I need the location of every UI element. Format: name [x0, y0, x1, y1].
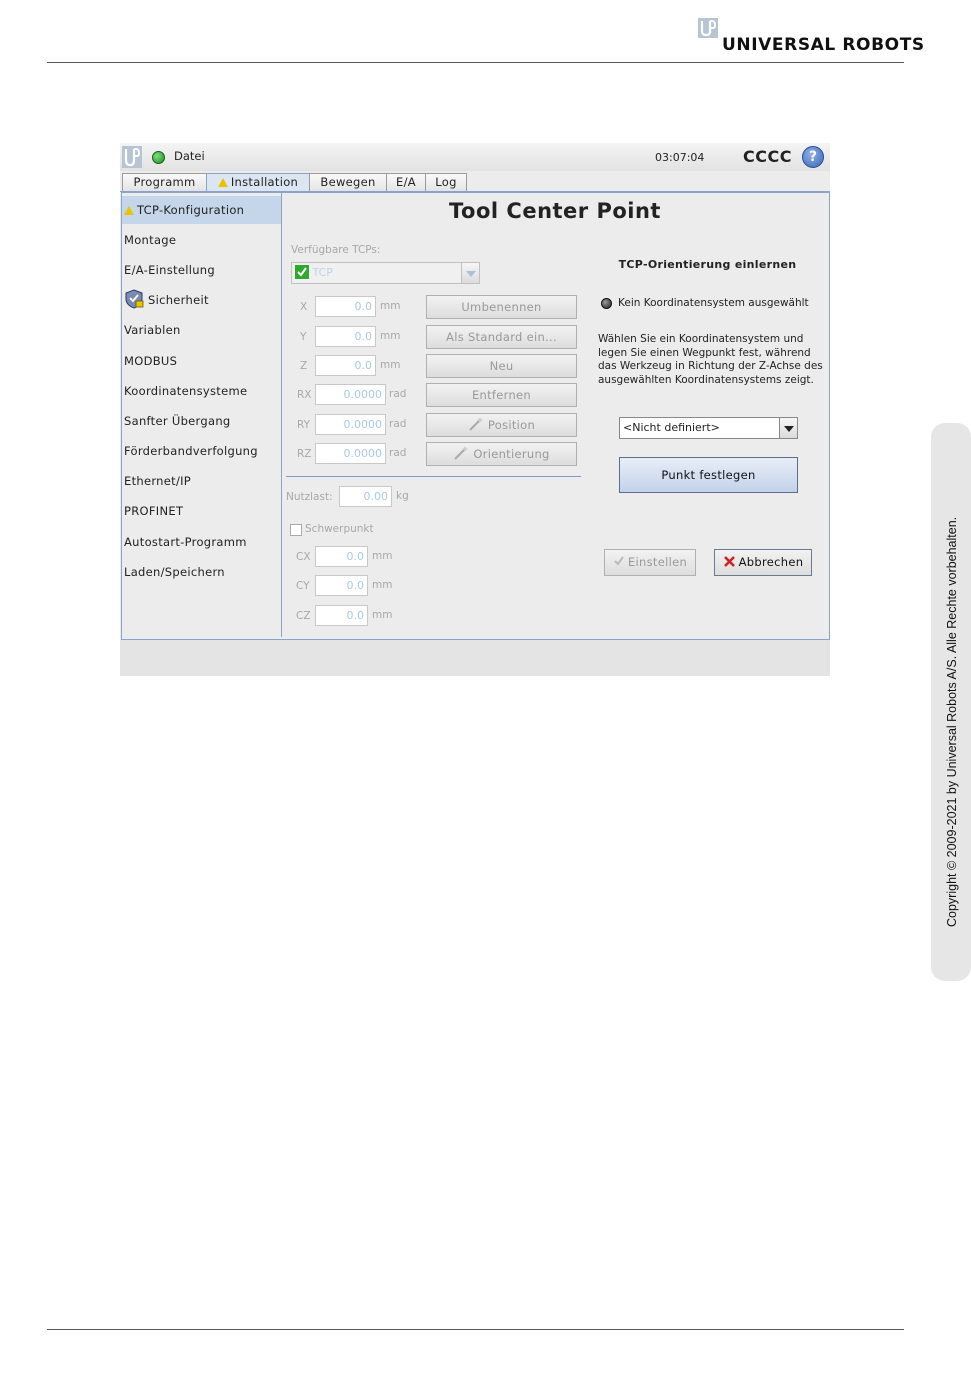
sidebar-item-label: Sanfter Übergang [124, 414, 231, 428]
orientation-wizard-button[interactable] [426, 442, 577, 466]
sidebar-item-ea-einstellung[interactable] [122, 256, 281, 284]
sidebar-item-autostart-programm[interactable] [122, 528, 281, 556]
coord-label-y: Y [300, 331, 307, 343]
cog-checkbox[interactable] [290, 524, 302, 536]
installation-panel [121, 192, 830, 640]
sidebar-item-label: Ethernet/IP [124, 474, 192, 488]
sidebar-item-label: MODBUS [124, 354, 178, 368]
sidebar-item-sicherheit[interactable] [122, 286, 281, 314]
sidebar-item-label: Variablen [124, 323, 181, 337]
coord-label-rx: RX [297, 389, 312, 401]
rx-field[interactable]: 0.0000 [315, 384, 386, 405]
unit-label: mm [372, 609, 393, 621]
sidebar-item-montage[interactable] [122, 226, 281, 254]
checkmark-icon [295, 265, 309, 279]
sidebar-item-ethernet-ip[interactable] [122, 467, 281, 495]
chevron-down-icon[interactable] [461, 263, 479, 283]
available-tcps-label: Verfügbare TCPs: [291, 244, 381, 256]
tab-log[interactable] [425, 173, 467, 191]
payload-field[interactable]: 0.00 [339, 486, 392, 507]
tab-label: Log [435, 175, 457, 189]
teach-status: Kein Koordinatensystem ausgewählt [618, 297, 809, 309]
new-tcp-button[interactable]: Neu [426, 354, 577, 378]
unit-label: rad [389, 447, 407, 459]
unit-label: mm [372, 550, 393, 562]
cz-field[interactable]: 0.0 [315, 605, 368, 626]
warning-icon [218, 178, 228, 187]
coord-label-z: Z [300, 360, 308, 372]
brand-name: UNIVERSAL ROBOTS [722, 35, 925, 55]
tab-label: Programm [133, 175, 196, 189]
sidebar-item-label: PROFINET [124, 504, 184, 518]
cog-label-cx: CX [296, 551, 311, 563]
unit-label: rad [389, 418, 407, 430]
sidebar-item-tcp-konfiguration[interactable] [122, 196, 281, 224]
title-bar [120, 143, 830, 171]
teach-heading: TCP-Orientierung einlernen [618, 258, 797, 271]
cog-label-cz: CZ [296, 610, 311, 622]
status-led-icon [601, 298, 612, 309]
universal-robots-logo [698, 18, 925, 56]
unit-label: rad [389, 388, 407, 400]
rename-button[interactable]: Umbenennen [426, 295, 577, 319]
footer-bar [120, 640, 830, 676]
tab-label: E/A [396, 175, 416, 189]
unit-label: mm [380, 359, 401, 371]
sidebar-item-variablen[interactable] [122, 316, 281, 344]
sidebar-item-laden-speichern[interactable] [122, 558, 281, 586]
sidebar-item-label: TCP-Konfiguration [137, 203, 245, 217]
cy-field[interactable]: 0.0 [315, 575, 368, 596]
z-field[interactable]: 0.0 [315, 355, 376, 376]
sidebar-item-foerderbandverfolgung[interactable] [122, 437, 281, 465]
ur-logo-icon [698, 18, 718, 38]
unit-label: mm [380, 330, 401, 342]
cancel-button[interactable] [714, 549, 812, 576]
close-icon [723, 555, 736, 568]
y-field[interactable]: 0.0 [315, 326, 376, 347]
remove-button[interactable]: Entfernen [426, 383, 577, 407]
cog-label: Schwerpunkt [305, 523, 374, 535]
clock: 03:07:04 [655, 151, 705, 164]
apply-button-label: Einstellen [627, 555, 688, 569]
magic-wand-icon [453, 445, 469, 461]
payload-label: Nutzlast: [286, 491, 333, 503]
rz-field[interactable]: 0.0000 [315, 443, 386, 464]
tab-installation[interactable] [206, 173, 310, 191]
apply-button[interactable] [604, 549, 696, 576]
tab-ea[interactable] [386, 173, 426, 191]
position-button-label: Position [487, 418, 536, 432]
unit-label: mm [380, 300, 401, 312]
tab-label: Bewegen [320, 175, 376, 189]
tab-bewegen[interactable] [309, 173, 387, 191]
sidebar-item-label: Förderbandverfolgung [124, 444, 258, 458]
x-field[interactable]: 0.0 [315, 296, 376, 317]
teach-instructions: Wählen Sie ein Koordinatensystem und legen Sie einen Wegpunkt fest, während das Werkzeug in Richtung der Z-Achse des ausgewählten Koordinatensystems zeigt. [598, 333, 823, 386]
orientation-button-label: Orientierung [473, 447, 550, 461]
ur-logo-icon[interactable] [122, 146, 142, 168]
warning-icon [124, 206, 134, 215]
section-divider [286, 476, 581, 477]
file-menu[interactable]: Datei [174, 149, 205, 163]
frame-select-value: <Nicht definiert> [623, 421, 720, 434]
page-title: Tool Center Point [449, 199, 661, 223]
robot-status-icon [152, 151, 165, 164]
sidebar-item-koordinatensysteme[interactable] [122, 377, 281, 405]
sidebar-item-label: Sicherheit [148, 293, 209, 307]
sidebar-item-sanfter-uebergang[interactable] [122, 407, 281, 435]
check-icon [613, 555, 625, 567]
sidebar-item-profinet[interactable] [122, 497, 281, 525]
magic-wand-icon [468, 416, 484, 432]
robot-name: CCCC [743, 147, 792, 166]
ry-field[interactable]: 0.0000 [315, 414, 386, 435]
sidebar-item-label: Montage [124, 233, 177, 247]
set-point-button[interactable]: Punkt festlegen [619, 457, 798, 493]
tab-label: Installation [230, 175, 299, 189]
frame-select[interactable] [619, 417, 798, 439]
sidebar-item-label: Autostart-Programm [124, 535, 247, 549]
safety-shield-icon [125, 289, 145, 309]
chevron-down-icon[interactable] [779, 418, 797, 438]
cx-field[interactable]: 0.0 [315, 546, 368, 567]
cancel-button-label: Abbrechen [738, 555, 804, 569]
sidebar-item-label: Laden/Speichern [124, 565, 225, 579]
help-icon[interactable]: ? [802, 146, 824, 168]
tcp-select-value: TCP [312, 266, 333, 279]
sidebar-item-modbus[interactable] [122, 347, 281, 375]
cog-label-cy: CY [296, 580, 310, 592]
set-default-button[interactable]: Als Standard ein... [426, 325, 577, 349]
footer-divider [47, 1329, 904, 1330]
installation-sidebar [122, 193, 282, 637]
polyscope-window [120, 143, 830, 676]
unit-label: mm [372, 579, 393, 591]
tcp-select[interactable] [291, 262, 480, 284]
tab-programm[interactable] [122, 173, 207, 191]
header-divider [47, 62, 904, 63]
position-wizard-button[interactable] [426, 413, 577, 437]
coord-label-ry: RY [297, 419, 311, 431]
sidebar-item-label: E/A-Einstellung [124, 263, 215, 277]
unit-label: kg [396, 490, 409, 502]
sidebar-item-label: Koordinatensysteme [124, 384, 248, 398]
coord-label-rz: RZ [297, 448, 312, 460]
tab-bar [120, 171, 830, 192]
coord-label-x: X [300, 301, 308, 313]
copyright-notice: Copyright © 2009-2021 by Universal Robots A/S. Alle Rechte vorbehalten. [945, 516, 959, 927]
